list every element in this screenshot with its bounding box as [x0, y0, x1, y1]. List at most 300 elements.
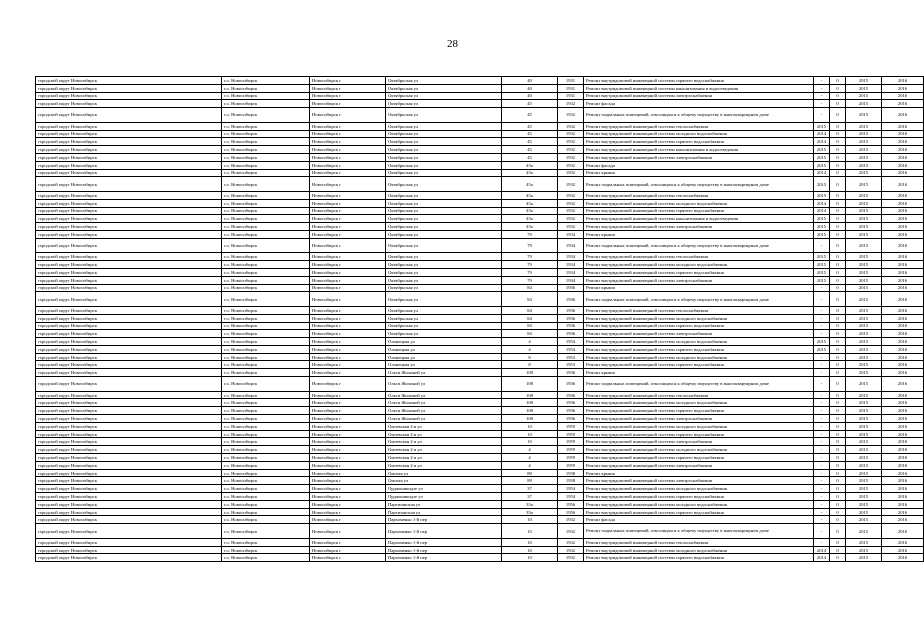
city-district-cell: городской округ Новосибирск	[36, 100, 222, 108]
municipality-cell: г.о. Новосибирск	[222, 100, 310, 108]
table-row	[36, 292, 924, 307]
period-start-cell: 2015	[846, 284, 882, 292]
build-year-cell: 1956	[558, 500, 584, 508]
city-district-cell: городской округ Новосибирск	[36, 461, 222, 469]
period-start-cell: 2015	[846, 546, 882, 554]
work-type-cell: Ремонт внутридомовой инженерной системы канализования и водоотведения	[584, 215, 814, 223]
locality-cell: Новосибирск г	[310, 516, 386, 524]
build-year-cell: 1936	[558, 322, 584, 330]
period-end-cell: 2016	[882, 438, 924, 446]
period-end-cell: 2016	[882, 415, 924, 423]
period-end-cell: 2016	[882, 253, 924, 261]
house-number-cell: 40	[502, 84, 558, 92]
city-district-cell: городской округ Новосибирск	[36, 399, 222, 407]
cost-cell: 0	[830, 108, 846, 123]
city-district-cell: городской округ Новосибирск	[36, 130, 222, 138]
locality-cell: Новосибирск г	[310, 407, 386, 415]
period-end-cell: 2016	[882, 322, 924, 330]
period-start-cell: 2015	[846, 461, 882, 469]
table-row	[36, 538, 924, 546]
municipality-cell: г.о. Новосибирск	[222, 268, 310, 276]
period-end-cell: 2016	[882, 446, 924, 454]
house-number-cell: 10	[502, 430, 558, 438]
work-type-cell: Ремонт внутридомовой инженерной системы холодного водоснабжения	[584, 314, 814, 322]
plan-year-cell: 2015	[814, 223, 830, 231]
table-row	[36, 77, 924, 85]
period-start-cell: 2015	[846, 130, 882, 138]
period-end-cell: 2016	[882, 377, 924, 392]
work-type-cell: Ремонт внутридомовой инженерной системы канализования и водоотведения	[584, 84, 814, 92]
plan-year-cell: -	[814, 92, 830, 100]
work-type-cell: Ремонт крыши	[584, 469, 814, 477]
build-year-cell: 1936	[558, 415, 584, 423]
build-year-cell: 1932	[558, 538, 584, 546]
plan-year-cell: -	[814, 306, 830, 314]
period-end-cell: 2016	[882, 77, 924, 85]
period-start-cell: 2015	[846, 554, 882, 562]
table-row	[36, 314, 924, 322]
period-start-cell: 2015	[846, 516, 882, 524]
locality-cell: Новосибирск г	[310, 306, 386, 314]
house-number-cell: 45	[502, 122, 558, 130]
page-number: 28	[447, 38, 458, 50]
cost-cell: 0	[830, 454, 846, 462]
locality-cell: Новосибирск г	[310, 284, 386, 292]
house-number-cell: 79	[502, 268, 558, 276]
city-district-cell: городской округ Новосибирск	[36, 546, 222, 554]
plan-year-cell: 2015	[814, 177, 830, 192]
cost-cell: 0	[830, 314, 846, 322]
period-end-cell: 2016	[882, 485, 924, 493]
table-row	[36, 508, 924, 516]
cost-cell: 0	[830, 430, 846, 438]
build-year-cell: 1934	[558, 276, 584, 284]
build-year-cell: 1932	[558, 524, 584, 539]
city-district-cell: городской округ Новосибирск	[36, 554, 222, 562]
period-start-cell: 2015	[846, 306, 882, 314]
period-end-cell: 2016	[882, 108, 924, 123]
plan-year-cell: -	[814, 314, 830, 322]
period-start-cell: 2015	[846, 92, 882, 100]
house-number-cell: 37	[502, 493, 558, 501]
work-type-cell: Ремонт внутридомовой инженерной системы горячего водоснабжения	[584, 207, 814, 215]
period-end-cell: 2016	[882, 338, 924, 346]
cost-cell: 0	[830, 199, 846, 207]
period-end-cell: 2016	[882, 153, 924, 161]
work-type-cell: Ремонт внутридомовой инженерной системы горячего водоснабжения	[584, 77, 814, 85]
municipality-cell: г.о. Новосибирск	[222, 369, 310, 377]
house-number-cell: 45а	[502, 223, 558, 231]
municipality-cell: г.о. Новосибирск	[222, 469, 310, 477]
street-cell: Омлевская 2-я ул	[386, 430, 502, 438]
table-row	[36, 469, 924, 477]
period-start-cell: 2015	[846, 391, 882, 399]
street-cell: Ольги Жилиной ул	[386, 391, 502, 399]
house-number-cell: 79	[502, 276, 558, 284]
build-year-cell: 1932	[558, 223, 584, 231]
city-district-cell: городской округ Новосибирск	[36, 338, 222, 346]
house-number-cell: 79	[502, 253, 558, 261]
house-number-cell: 108	[502, 377, 558, 392]
city-district-cell: городской округ Новосибирск	[36, 314, 222, 322]
municipality-cell: г.о. Новосибирск	[222, 516, 310, 524]
house-number-cell: 4	[502, 446, 558, 454]
municipality-cell: г.о. Новосибирск	[222, 199, 310, 207]
house-number-cell: 45	[502, 130, 558, 138]
period-end-cell: 2016	[882, 461, 924, 469]
municipality-cell: г.о. Новосибирск	[222, 161, 310, 169]
locality-cell: Новосибирск г	[310, 361, 386, 369]
table-body	[36, 77, 924, 562]
house-number-cell: 4	[502, 345, 558, 353]
period-start-cell: 2015	[846, 338, 882, 346]
house-number-cell: 79	[502, 238, 558, 253]
period-end-cell: 2016	[882, 138, 924, 146]
build-year-cell: 1959	[558, 454, 584, 462]
period-start-cell: 2015	[846, 199, 882, 207]
table-row	[36, 100, 924, 108]
locality-cell: Новосибирск г	[310, 92, 386, 100]
table-row	[36, 276, 924, 284]
street-cell: Ольги Жилиной ул	[386, 399, 502, 407]
city-district-cell: городской округ Новосибирск	[36, 191, 222, 199]
municipality-cell: г.о. Новосибирск	[222, 524, 310, 539]
build-year-cell: 1936	[558, 314, 584, 322]
table-row	[36, 161, 924, 169]
municipality-cell: г.о. Новосибирск	[222, 146, 310, 154]
period-end-cell: 2016	[882, 223, 924, 231]
build-year-cell: 1932	[558, 100, 584, 108]
period-end-cell: 2016	[882, 238, 924, 253]
table-row	[36, 345, 924, 353]
build-year-cell: 1932	[558, 516, 584, 524]
municipality-cell: г.о. Новосибирск	[222, 538, 310, 546]
cost-cell: 0	[830, 84, 846, 92]
build-year-cell: 1936	[558, 330, 584, 338]
cost-cell: 0	[830, 161, 846, 169]
period-start-cell: 2015	[846, 438, 882, 446]
work-type-cell: Ремонт внутридомовой инженерной системы электроснабжения	[584, 438, 814, 446]
period-start-cell: 2015	[846, 345, 882, 353]
work-type-cell: Ремонт внутридомовой инженерной системы холодного водоснабжения	[584, 130, 814, 138]
work-type-cell: Ремонт внутридомовой инженерной системы холодного водоснабжения	[584, 500, 814, 508]
municipality-cell: г.о. Новосибирск	[222, 493, 310, 501]
street-cell: Ольги Жилиной ул	[386, 407, 502, 415]
city-district-cell: городской округ Новосибирск	[36, 284, 222, 292]
plan-year-cell: -	[814, 353, 830, 361]
cost-cell: 0	[830, 407, 846, 415]
build-year-cell: 1953	[558, 353, 584, 361]
period-end-cell: 2016	[882, 546, 924, 554]
build-year-cell: 1936	[558, 391, 584, 399]
municipality-cell: г.о. Новосибирск	[222, 508, 310, 516]
period-start-cell: 2015	[846, 361, 882, 369]
locality-cell: Новосибирск г	[310, 477, 386, 485]
period-end-cell: 2016	[882, 306, 924, 314]
locality-cell: Новосибирск г	[310, 146, 386, 154]
cost-cell: 0	[830, 369, 846, 377]
period-end-cell: 2016	[882, 130, 924, 138]
plan-year-cell: 2014	[814, 207, 830, 215]
house-number-cell: 45	[502, 108, 558, 123]
plan-year-cell: -	[814, 292, 830, 307]
build-year-cell: 1959	[558, 461, 584, 469]
plan-year-cell: 2015	[814, 230, 830, 238]
cost-cell: 0	[830, 538, 846, 546]
locality-cell: Новосибирск г	[310, 493, 386, 501]
plan-year-cell: -	[814, 369, 830, 377]
period-start-cell: 2015	[846, 238, 882, 253]
city-district-cell: городской округ Новосибирск	[36, 415, 222, 423]
work-type-cell: Ремонт внутридомовой инженерной системы электроснабжения	[584, 223, 814, 231]
period-end-cell: 2016	[882, 454, 924, 462]
house-number-cell: 35а	[502, 508, 558, 516]
street-cell: Октябрьская ул	[386, 322, 502, 330]
plan-year-cell: -	[814, 77, 830, 85]
street-cell: Пархоменко 1-й пер	[386, 516, 502, 524]
build-year-cell: 1932	[558, 122, 584, 130]
cost-cell: 0	[830, 485, 846, 493]
plan-year-cell: -	[814, 100, 830, 108]
period-end-cell: 2016	[882, 215, 924, 223]
street-cell: Октябрьская ул	[386, 130, 502, 138]
municipality-cell: г.о. Новосибирск	[222, 407, 310, 415]
street-cell: Омская ул	[386, 477, 502, 485]
cost-cell: 0	[830, 422, 846, 430]
table-row	[36, 268, 924, 276]
locality-cell: Новосибирск г	[310, 169, 386, 177]
municipality-cell: г.о. Новосибирск	[222, 345, 310, 353]
work-type-cell: Ремонт внутридомовой инженерной системы электроснабжения	[584, 92, 814, 100]
table-row	[36, 430, 924, 438]
work-type-cell: Ремонт крыши	[584, 369, 814, 377]
plan-year-cell: 2014	[814, 130, 830, 138]
locality-cell: Новосибирск г	[310, 500, 386, 508]
period-end-cell: 2016	[882, 177, 924, 192]
period-start-cell: 2015	[846, 377, 882, 392]
locality-cell: Новосибирск г	[310, 191, 386, 199]
street-cell: Олонецкая ул	[386, 353, 502, 361]
municipality-cell: г.о. Новосибирск	[222, 500, 310, 508]
period-start-cell: 2015	[846, 314, 882, 322]
work-type-cell: Ремонт внутридомовой инженерной системы теплоснабжения	[584, 122, 814, 130]
period-start-cell: 2015	[846, 330, 882, 338]
build-year-cell: 1934	[558, 230, 584, 238]
municipality-cell: г.о. Новосибирск	[222, 377, 310, 392]
plan-year-cell: -	[814, 446, 830, 454]
work-type-cell: Ремонт фасада	[584, 516, 814, 524]
capital-repair-table	[35, 76, 908, 562]
locality-cell: Новосибирск г	[310, 485, 386, 493]
municipality-cell: г.о. Новосибирск	[222, 223, 310, 231]
municipality-cell: г.о. Новосибирск	[222, 546, 310, 554]
house-number-cell: 4	[502, 454, 558, 462]
build-year-cell: 1932	[558, 554, 584, 562]
house-number-cell: 35а	[502, 500, 558, 508]
period-start-cell: 2015	[846, 122, 882, 130]
work-type-cell: Ремонт внутридомовой инженерной системы теплоснабжения	[584, 306, 814, 314]
city-district-cell: городской округ Новосибирск	[36, 77, 222, 85]
table-row	[36, 322, 924, 330]
city-district-cell: городской округ Новосибирск	[36, 276, 222, 284]
period-end-cell: 2016	[882, 422, 924, 430]
plan-year-cell: -	[814, 407, 830, 415]
municipality-cell: г.о. Новосибирск	[222, 330, 310, 338]
plan-year-cell: 2015	[814, 268, 830, 276]
period-end-cell: 2016	[882, 493, 924, 501]
period-end-cell: 2016	[882, 146, 924, 154]
house-number-cell: 45	[502, 146, 558, 154]
house-number-cell: 45а	[502, 169, 558, 177]
period-end-cell: 2016	[882, 292, 924, 307]
house-number-cell: 4	[502, 338, 558, 346]
street-cell: Октябрьская ул	[386, 169, 502, 177]
locality-cell: Новосибирск г	[310, 391, 386, 399]
period-start-cell: 2015	[846, 108, 882, 123]
cost-cell: 0	[830, 92, 846, 100]
table-row	[36, 122, 924, 130]
street-cell: Октябрьская ул	[386, 292, 502, 307]
municipality-cell: г.о. Новосибирск	[222, 169, 310, 177]
house-number-cell: 108	[502, 399, 558, 407]
plan-year-cell: -	[814, 391, 830, 399]
locality-cell: Новосибирск г	[310, 177, 386, 192]
work-type-cell: Ремонт внутридомовой инженерной системы горячего водоснабжения	[584, 554, 814, 562]
work-type-cell: Ремонт внутридомовой инженерной системы горячего водоснабжения	[584, 138, 814, 146]
city-district-cell: городской округ Новосибирск	[36, 122, 222, 130]
street-cell: Октябрьская ул	[386, 122, 502, 130]
city-district-cell: городской округ Новосибирск	[36, 438, 222, 446]
locality-cell: Новосибирск г	[310, 268, 386, 276]
cost-cell: 0	[830, 500, 846, 508]
cost-cell: 0	[830, 338, 846, 346]
work-type-cell: Ремонт внутридомовой инженерной системы теплоснабжения	[584, 538, 814, 546]
street-cell: Октябрьская ул	[386, 215, 502, 223]
locality-cell: Новосибирск г	[310, 292, 386, 307]
period-end-cell: 2016	[882, 330, 924, 338]
table-row	[36, 199, 924, 207]
municipality-cell: г.о. Новосибирск	[222, 191, 310, 199]
build-year-cell: 1936	[558, 292, 584, 307]
plan-year-cell: -	[814, 516, 830, 524]
period-start-cell: 2015	[846, 500, 882, 508]
build-year-cell: 1959	[558, 430, 584, 438]
work-type-cell: Ремонт внутридомовой инженерной системы холодного водоснабжения	[584, 485, 814, 493]
table-row	[36, 361, 924, 369]
cost-cell: 0	[830, 284, 846, 292]
period-start-cell: 2015	[846, 469, 882, 477]
city-district-cell: городской округ Новосибирск	[36, 292, 222, 307]
work-type-cell: Ремонт внутридомовой инженерной системы горячего водоснабжения	[584, 493, 814, 501]
period-end-cell: 2016	[882, 538, 924, 546]
period-start-cell: 2015	[846, 223, 882, 231]
cost-cell: 0	[830, 524, 846, 539]
street-cell: Омская ул	[386, 469, 502, 477]
cost-cell: 0	[830, 546, 846, 554]
table-row	[36, 284, 924, 292]
city-district-cell: городской округ Новосибирск	[36, 524, 222, 539]
build-year-cell: 1936	[558, 306, 584, 314]
plan-year-cell: -	[814, 238, 830, 253]
period-end-cell: 2016	[882, 516, 924, 524]
city-district-cell: городской округ Новосибирск	[36, 84, 222, 92]
city-district-cell: городской округ Новосибирск	[36, 477, 222, 485]
street-cell: Октябрьская ул	[386, 177, 502, 192]
municipality-cell: г.о. Новосибирск	[222, 415, 310, 423]
municipality-cell: г.о. Новосибирск	[222, 292, 310, 307]
period-start-cell: 2015	[846, 153, 882, 161]
cost-cell: 0	[830, 516, 846, 524]
build-year-cell: 1936	[558, 407, 584, 415]
municipality-cell: г.о. Новосибирск	[222, 230, 310, 238]
work-type-cell: Ремонт внутридомовой инженерной системы электроснабжения	[584, 276, 814, 284]
plan-year-cell: 2015	[814, 276, 830, 284]
period-end-cell: 2016	[882, 407, 924, 415]
period-start-cell: 2015	[846, 268, 882, 276]
house-number-cell: 10	[502, 554, 558, 562]
table-row	[36, 554, 924, 562]
period-end-cell: 2016	[882, 230, 924, 238]
build-year-cell: 1932	[558, 177, 584, 192]
house-number-cell: 37	[502, 485, 558, 493]
street-cell: Октябрьская ул	[386, 207, 502, 215]
street-cell: Ольги Жилиной ул	[386, 369, 502, 377]
work-type-cell: Ремонт внутридомовой инженерной системы теплоснабжения	[584, 391, 814, 399]
period-end-cell: 2016	[882, 261, 924, 269]
build-year-cell: 1934	[558, 268, 584, 276]
plan-year-cell: -	[814, 84, 830, 92]
house-number-cell: 10	[502, 538, 558, 546]
city-district-cell: городской округ Новосибирск	[36, 177, 222, 192]
municipality-cell: г.о. Новосибирск	[222, 253, 310, 261]
build-year-cell: 1934	[558, 238, 584, 253]
work-type-cell: Ремонт крыши	[584, 230, 814, 238]
period-end-cell: 2016	[882, 500, 924, 508]
municipality-cell: г.о. Новосибирск	[222, 122, 310, 130]
municipality-cell: г.о. Новосибирск	[222, 92, 310, 100]
locality-cell: Новосибирск г	[310, 422, 386, 430]
cost-cell: 0	[830, 353, 846, 361]
house-number-cell: 40	[502, 77, 558, 85]
period-start-cell: 2015	[846, 538, 882, 546]
municipality-cell: г.о. Новосибирск	[222, 177, 310, 192]
city-district-cell: городской округ Новосибирск	[36, 215, 222, 223]
period-end-cell: 2016	[882, 554, 924, 562]
city-district-cell: городской округ Новосибирск	[36, 353, 222, 361]
cost-cell: 0	[830, 469, 846, 477]
street-cell: Октябрьская ул	[386, 191, 502, 199]
cost-cell: 0	[830, 191, 846, 199]
house-number-cell: 84	[502, 292, 558, 307]
locality-cell: Новосибирск г	[310, 138, 386, 146]
cost-cell: 0	[830, 169, 846, 177]
city-district-cell: городской округ Новосибирск	[36, 485, 222, 493]
table-row	[36, 330, 924, 338]
table-row	[36, 207, 924, 215]
table-row	[36, 461, 924, 469]
build-year-cell: 1932	[558, 161, 584, 169]
period-start-cell: 2015	[846, 261, 882, 269]
municipality-cell: г.о. Новосибирск	[222, 314, 310, 322]
locality-cell: Новосибирск г	[310, 524, 386, 539]
work-type-cell: Ремонт внутридомовой инженерной системы горячего водоснабжения	[584, 345, 814, 353]
city-district-cell: городской округ Новосибирск	[36, 223, 222, 231]
street-cell: Октябрьская ул	[386, 230, 502, 238]
table-row	[36, 391, 924, 399]
municipality-cell: г.о. Новосибирск	[222, 306, 310, 314]
street-cell: Октябрьская ул	[386, 100, 502, 108]
plan-year-cell: -	[814, 461, 830, 469]
